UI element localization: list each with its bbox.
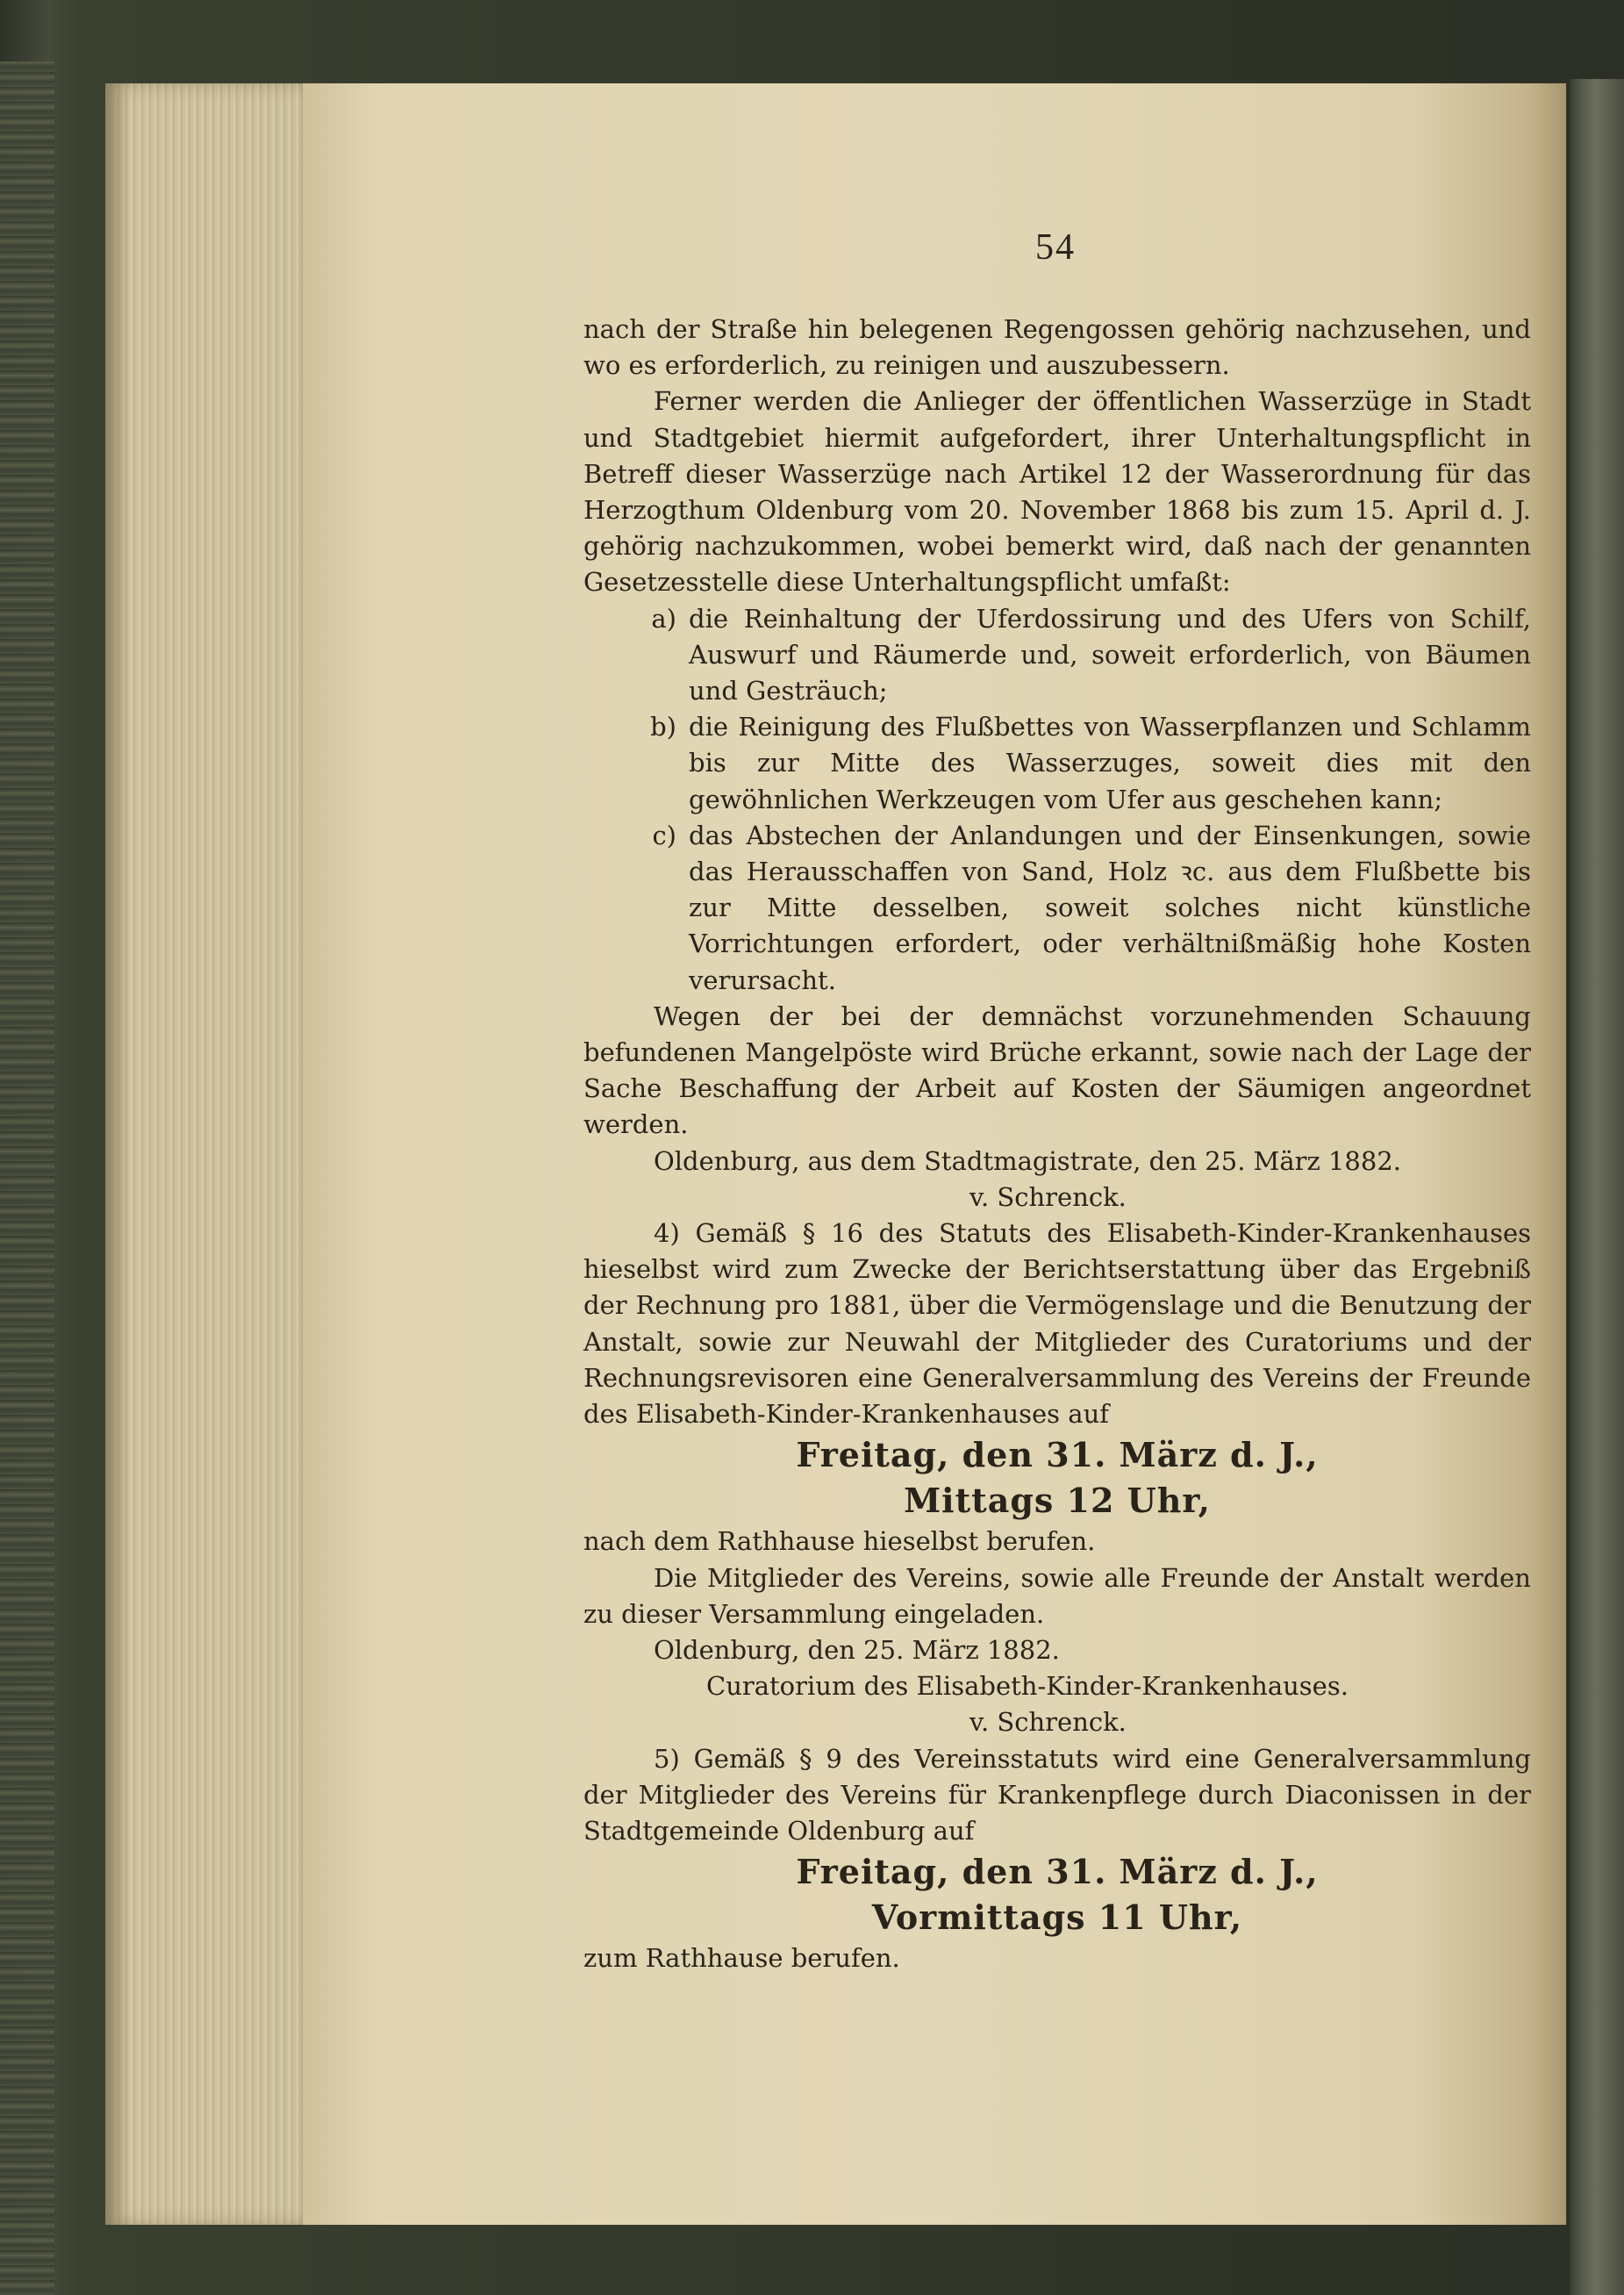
section5-heading-time: Vormittags 11 Uhr, [871,1897,1243,1938]
notice1-signature: v. Schrenck. [969,1181,1127,1212]
page-text [583,312,1531,1976]
list-item-c [583,818,1531,999]
list-item-a [583,601,1531,710]
section4-date: Oldenburg, den 25. März 1882. [654,1634,1060,1665]
list-label: b) [650,712,676,742]
page-stack-shadow [105,83,130,2225]
section4-heading-time: Mittags 12 Uhr, [904,1481,1211,1521]
section4-after-heading: nach dem Rathhause hieselbst berufen. [583,1526,1096,1557]
notice1-date: Oldenburg, aus dem Stadtmagistrate, den 25. März 1882. [654,1145,1401,1176]
page-stack-edges [105,83,333,2225]
paragraph-continuation: nach der Straße hin belegenen Regengossen gehörig nachzusehen, und wo es erforderlich, zu reinigen und auszubessern. [583,314,1531,381]
list-text: die Reinhaltung der Uferdossirung und des Ufers von Schilf, Auswurf und Räumerde und, soweit erforderlich, von Bäumen und Gesträuch; [689,603,1531,706]
section5-text: 5) Gemäß § 9 des Vereinsstatuts wird eine Generalversammlung der Mitglieder des Vereins für Krankenpflege durch Diaconissen in der Stadtgemeinde Oldenburg auf [583,1743,1531,1846]
section5-after-heading: zum Rathhause berufen. [583,1943,900,1974]
section4-signature: v. Schrenck. [969,1707,1127,1738]
section4-org: Curatorium des Elisabeth-Kinder-Krankenhauses. [706,1671,1349,1702]
list-text: die Reinigung des Flußbettes von Wasserpflanzen und Schlamm bis zur Mitte des Wasserzuges, soweit dies mit den gewöhnlichen Werkzeugen vom Ufer aus geschehen kann; [689,712,1531,814]
section4-text: 4) Gemäß § 16 des Statuts des Elisabeth-Kinder-Krankenhauses hieselbst wird zum Zwecke der Berichtserstattung über das Ergebniß der Rechnung pro 1881, über die Vermögenslage und die Benutzung der Anstalt, sowie zur Neuwahl der Mitglieder des Curatoriums und der Rechnungsrevisoren eine Generalversammlung des Vereins der Freunde des Elisabeth-Kinder-Krankenhauses auf [583,1218,1531,1430]
list-label: c) [652,820,676,850]
paragraph-penalty: Wegen der bei der demnächst vorzunehmenden Schauung befundenen Mangelpöste wird Brüche erkannt, sowie nach der Lage der Sache Beschaffung der Arbeit auf Kosten der Säumigen angeordnet werden. [583,1000,1531,1140]
book-cover-edge [0,61,54,2295]
section5-heading-date: Freitag, den 31. März d. J., [796,1852,1319,1892]
section4-invite: Die Mitglieder des Vereins, sowie alle Freunde der Anstalt werden zu dieser Versammlung eingeladen. [583,1562,1531,1629]
paragraph-watercourse-duty: Ferner werden die Anlieger der öffentlichen Wasserzüge in Stadt und Stadtgebiet hiermit aufgefordert, ihrer Unterhaltungspflicht in Betreff dieser Wasserzüge nach Artikel 12 der Wasserordnung für das Herzogthum Oldenburg vom 20. November 1868 bis zum 15. April d. J. gehörig nachzukommen, wobei bemerkt wird, daß nach der genannten Gesetzesstelle diese Unterhaltungspflicht umfaßt: [583,386,1531,598]
list-text: das Abstechen der Anlandungen und der Einsenkungen, sowie das Herausschaffen von Sand, Holz ꝛc. aus dem Flußbette bis zur Mitte desselben, soweit solches nicht künstliche Vorrichtungen erfordert, oder verhältnißmäßig hohe Kosten verursacht. [689,820,1531,995]
list-label: a) [651,603,676,634]
section4-heading-date: Freitag, den 31. März d. J., [796,1435,1319,1475]
list-item-b [583,709,1531,818]
next-page-edge [1570,79,1624,2295]
page-number: 54 [1035,227,1076,268]
